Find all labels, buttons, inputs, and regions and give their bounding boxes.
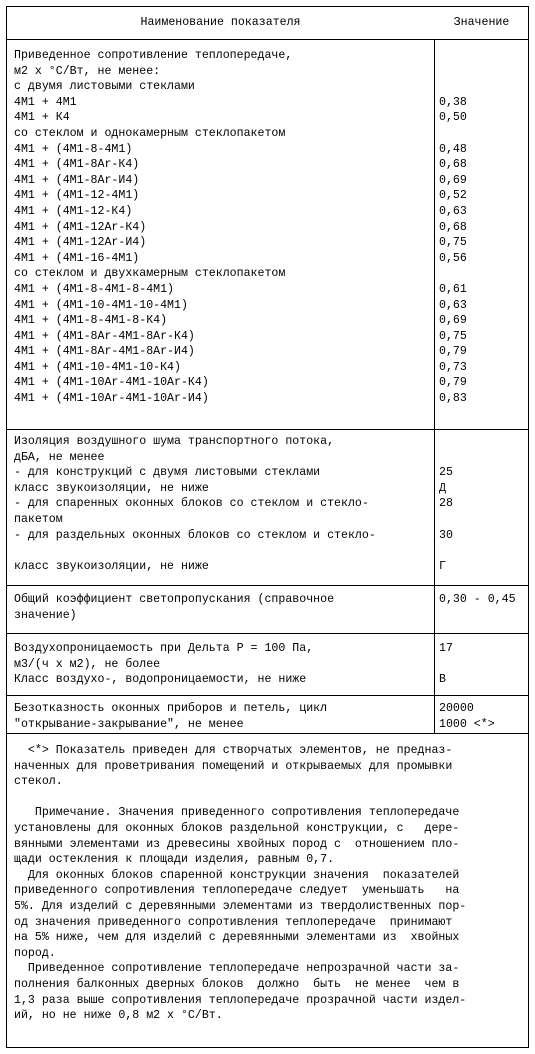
- indicator-line: класс звукоизоляции, не ниже: [14, 559, 209, 573]
- value-line: 28: [439, 497, 453, 511]
- value-line: 0,63: [439, 204, 467, 218]
- indicator-line: 4М1 + К4: [14, 111, 70, 125]
- footnote: <*> Показатель приведен для створчатых элементов, не предназ- наченных для проветривания помещений и открываемых для промывки стекол.: [14, 744, 453, 789]
- indicator-line: 4М1 + (4М1-16-4М1): [14, 251, 140, 265]
- value-line: 25: [439, 466, 453, 480]
- indicator-line: "открывание-закрывание", не менее: [14, 717, 244, 731]
- indicator-line: Безотказность оконных приборов и петель, цикл: [14, 702, 328, 715]
- indicator-line: 4М1 + (4М1-10Ar-4М1-10Ar-И4): [14, 392, 209, 406]
- indicator-line: с двумя листовыми стеклами: [14, 80, 195, 94]
- indicator-line: [14, 543, 432, 559]
- remark: Примечание. Значения приведенного сопротивления теплопередаче установлены для оконных блоков раздельной конструкции, с дере- вянными элементами из древесины хвойных пород с отношением пло- щади остекления к площади изделия, равным 0,7. Для оконных блоков спаренной конструкции значения показателей приведенного сопротивления теплопередаче следует уменьшать на 5%. Для изделий с деревянными элементами из твердолиственных пор- од значения приведенного сопротивления теплопередаче принимают на 5% ниже, чем для изделий с деревянными элементами из хвойных пород. Приведенное сопротивление теплопередаче непрозрачной части за- полнения балконных дверных блоков должно быть не менее чем в 1,3 раза выше сопротивления теплопередаче прозрачной части издел- ий, но не ниже 0,8 м2 х °С/Вт.: [14, 806, 467, 1023]
- value-line: [439, 126, 527, 142]
- value-line: [439, 608, 527, 624]
- indicator-line: 4М1 + (4М1-8Ar-К4): [14, 158, 140, 172]
- header-name: Наименование показателя: [140, 16, 301, 29]
- value-line: 0,68: [439, 220, 467, 234]
- section-4-values: [439, 641, 527, 688]
- indicator-line: 4М1 + (4М1-12-К4): [14, 204, 133, 218]
- notes-block: [14, 743, 524, 1024]
- value-line: [439, 512, 527, 528]
- value-line: 0,50: [439, 111, 467, 125]
- value-line: 0,79: [439, 376, 467, 390]
- value-line: 0,48: [439, 142, 467, 156]
- section-1-name: [14, 48, 432, 407]
- value-line: 0,75: [439, 329, 467, 343]
- value-line: 0,79: [439, 345, 467, 359]
- value-line: [439, 434, 527, 450]
- value-line: 0,75: [439, 236, 467, 250]
- row-divider: [7, 429, 528, 430]
- value-line: [439, 79, 527, 95]
- indicator-line: Изоляция воздушного шума транспортного потока,: [14, 435, 335, 448]
- value-line: В: [439, 673, 446, 687]
- value-line: 20000: [439, 702, 474, 715]
- row-divider: [7, 585, 528, 586]
- indicator-line: пакетом: [14, 512, 63, 526]
- value-line: 0,56: [439, 251, 467, 265]
- row-divider: [7, 733, 528, 734]
- value-line: [439, 64, 527, 80]
- value-line: [439, 48, 527, 64]
- value-line: 0,30 - 0,45: [439, 593, 516, 606]
- indicator-line: 4М1 + (4М1-12Ar-К4): [14, 220, 147, 234]
- indicator-line: значение): [14, 608, 77, 622]
- indicator-line: - для раздельных оконных блоков со стеклом и стекло-: [14, 528, 376, 542]
- indicator-line: 4М1 + (4М1-12-4М1): [14, 189, 140, 203]
- value-line: [439, 543, 527, 559]
- value-line: 0,52: [439, 189, 467, 203]
- indicator-line: класс звукоизоляции, не ниже: [14, 481, 209, 495]
- value-line: 0,68: [439, 158, 467, 172]
- value-line: [439, 657, 527, 673]
- value-line: 1000 <*>: [439, 717, 495, 731]
- value-line: 0,69: [439, 173, 467, 187]
- indicator-line: дБА, не менее: [14, 450, 105, 464]
- indicator-line: 4М1 + 4М1: [14, 95, 77, 109]
- indicator-line: 4М1 + (4М1-8Ar-4М1-8Ar-К4): [14, 329, 195, 343]
- indicator-line: м2 х °С/Вт, не менее:: [14, 64, 161, 78]
- row-divider: [7, 633, 528, 634]
- row-divider: [7, 695, 528, 696]
- value-line: 30: [439, 528, 453, 542]
- header-value: Значение: [453, 16, 510, 29]
- value-line: Г: [439, 559, 446, 573]
- indicator-line: - для спаренных оконных блоков со стеклом и стекло-: [14, 497, 369, 511]
- indicator-line: 4М1 + (4М1-10-4М1-10-К4): [14, 360, 181, 374]
- value-line: 0,38: [439, 95, 467, 109]
- section-2-values: [439, 434, 527, 574]
- indicator-line: со стеклом и однокамерным стеклопакетом: [14, 126, 286, 140]
- indicator-line: 4М1 + (4М1-12Ar-И4): [14, 236, 147, 250]
- table-header: [7, 7, 528, 40]
- column-divider: [434, 39, 435, 733]
- indicator-line: 4М1 + (4М1-8-4М1-8-4М1): [14, 282, 175, 296]
- indicator-line: 4М1 + (4М1-10-4М1-10-4М1): [14, 298, 188, 312]
- indicator-line: со стеклом и двухкамерным стеклопакетом: [14, 267, 286, 281]
- document-table: [6, 6, 529, 1048]
- value-line: 17: [439, 642, 453, 655]
- indicator-line: м3/(ч х м2), не более: [14, 657, 161, 671]
- value-line: Д: [439, 481, 446, 495]
- section-3-values: [439, 592, 527, 623]
- indicator-line: Воздухопроницаемость при Дельта P = 100 Па,: [14, 642, 314, 655]
- indicator-line: 4М1 + (4М1-8Ar-4М1-8Ar-И4): [14, 345, 195, 359]
- value-line: 0,61: [439, 282, 467, 296]
- indicator-line: 4М1 + (4М1-8Ar-И4): [14, 173, 140, 187]
- indicator-line: Общий коэффициент светопропускания (справочное: [14, 593, 335, 606]
- section-3-name: [14, 592, 432, 623]
- value-line: 0,83: [439, 392, 467, 406]
- section-5-values: [439, 701, 527, 732]
- value-line: [439, 450, 527, 466]
- value-line: 0,73: [439, 360, 467, 374]
- indicator-line: - для конструкций с двумя листовыми стеклами: [14, 466, 321, 480]
- section-5-name: [14, 701, 432, 732]
- section-4-name: [14, 641, 432, 688]
- indicator-line: Приведенное сопротивление теплопередаче,: [14, 49, 293, 62]
- value-line: 0,69: [439, 314, 467, 328]
- section-1-values: [439, 48, 527, 407]
- indicator-line: 4М1 + (4М1-8-4М1-8-К4): [14, 314, 168, 328]
- indicator-line: 4М1 + (4М1-10Ar-4М1-10Ar-К4): [14, 376, 209, 390]
- section-2-name: [14, 434, 432, 574]
- indicator-line: Класс воздухо-, водопроницаемости, не ниже: [14, 673, 307, 687]
- indicator-line: 4М1 + (4М1-8-4М1): [14, 142, 133, 156]
- value-line: [439, 266, 527, 282]
- value-line: 0,63: [439, 298, 467, 312]
